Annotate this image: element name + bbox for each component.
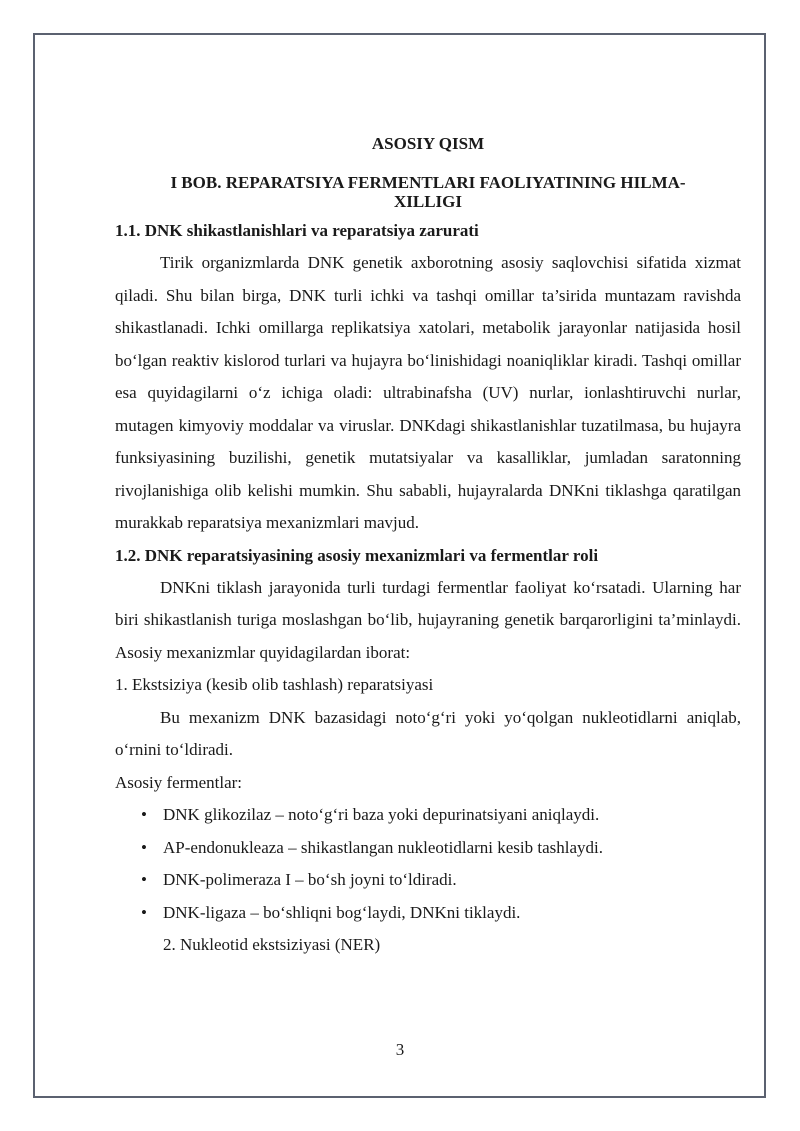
section-heading-1-1: 1.1. DNK shikastlanishlari va reparatsiya zarurati (115, 221, 479, 240)
list-item-text: DNK-polimeraza I – bo‘sh joyni to‘ldiradi. (163, 870, 457, 889)
section-1-1-paragraph: Tirik organizmlarda DNK genetik axborotning asosiy saqlovchisi sifatida xizmat qiladi. Shu bilan birga, DNK turli ichki va tashqi omillar ta’sirida muntazam ravishda shikastlanadi. Ichki omillarga replikatsiya xatolari, metabolik jarayonlar natijasida hosil bo‘lgan reaktiv kislorod turlari va hujayra bo‘linishidagi noaniqliklar kiradi. Tashqi omillar esa quyidagilarni o‘z ichiga oladi: ultrabinafsha (UV) nurlar, ionlashtiruvchi nurlar, mutagen kimyoviy moddalar va viruslar. DNKdagi shikastlanishlar tuzatilmasa, bu hujayra funksiyasining buzilishi, genetik mutatsiyalar va kasalliklar, jumladan saratonning rivojlanishiga olib kelishi mumkin. Shu sababli, hujayralarda DNKni tiklashga qaratilgan murakkab reparatsiya mexanizmlari mavjud. (115, 253, 741, 532)
bullet-icon: • (141, 837, 147, 857)
mechanism-1-text: Bu mexanizm DNK bazasidagi noto‘g‘ri yoki yo‘qolgan nukleotidlarni aniqlab, o‘rnini to‘ldiradi. (115, 707, 741, 759)
list-item (115, 897, 741, 930)
enzymes-label: Asosiy fermentlar: (115, 772, 242, 792)
enzyme-list (115, 799, 741, 929)
chapter-title (115, 173, 741, 211)
list-item (115, 799, 741, 832)
section-1-2-paragraph: DNKni tiklash jarayonida turli turdagi fermentlar faoliyat ko‘rsatadi. Ularning har biri shikastlanish turiga moslashgan bo‘lib, hujayraning genetik barqarorligini ta’minlaydi. Asosiy mexanizmlar quyidagilardan iborat: (115, 577, 741, 662)
mechanism-1-title: 1. Ekstsiziya (kesib olib tashlash) reparatsiyasi (115, 675, 434, 694)
list-item (115, 832, 741, 865)
chapter-title-line2: XILLIGI (393, 192, 463, 211)
document-body (115, 128, 741, 962)
page-number: 3 (395, 1040, 405, 1059)
bullet-icon: • (141, 902, 147, 922)
bullet-icon: • (141, 870, 147, 889)
section-heading-1-2: 1.2. DNK reparatsiyasining asosiy mexanizmlari va fermentlar roli (115, 545, 599, 565)
list-item (115, 864, 741, 897)
list-item-text: AP-endonukleaza – shikastlangan nukleotidlarni kesib tashlaydi. (163, 837, 604, 857)
chapter-title-line1: I BOB. REPARATSIYA FERMENTLARI FAOLIYATINING HILMA- (170, 173, 686, 192)
list-item-text: DNK-ligaza – bo‘shliqni bog‘laydi, DNKni tiklaydi. (163, 902, 521, 922)
bullet-icon: • (141, 805, 147, 824)
mechanism-2-title: 2. Nukleotid ekstsiziyasi (NER) (163, 935, 381, 954)
list-item-text: DNK glikozilaz – noto‘g‘ri baza yoki depurinatsiyani aniqlaydi. (163, 805, 600, 824)
main-title: ASOSIY QISM (371, 134, 485, 153)
